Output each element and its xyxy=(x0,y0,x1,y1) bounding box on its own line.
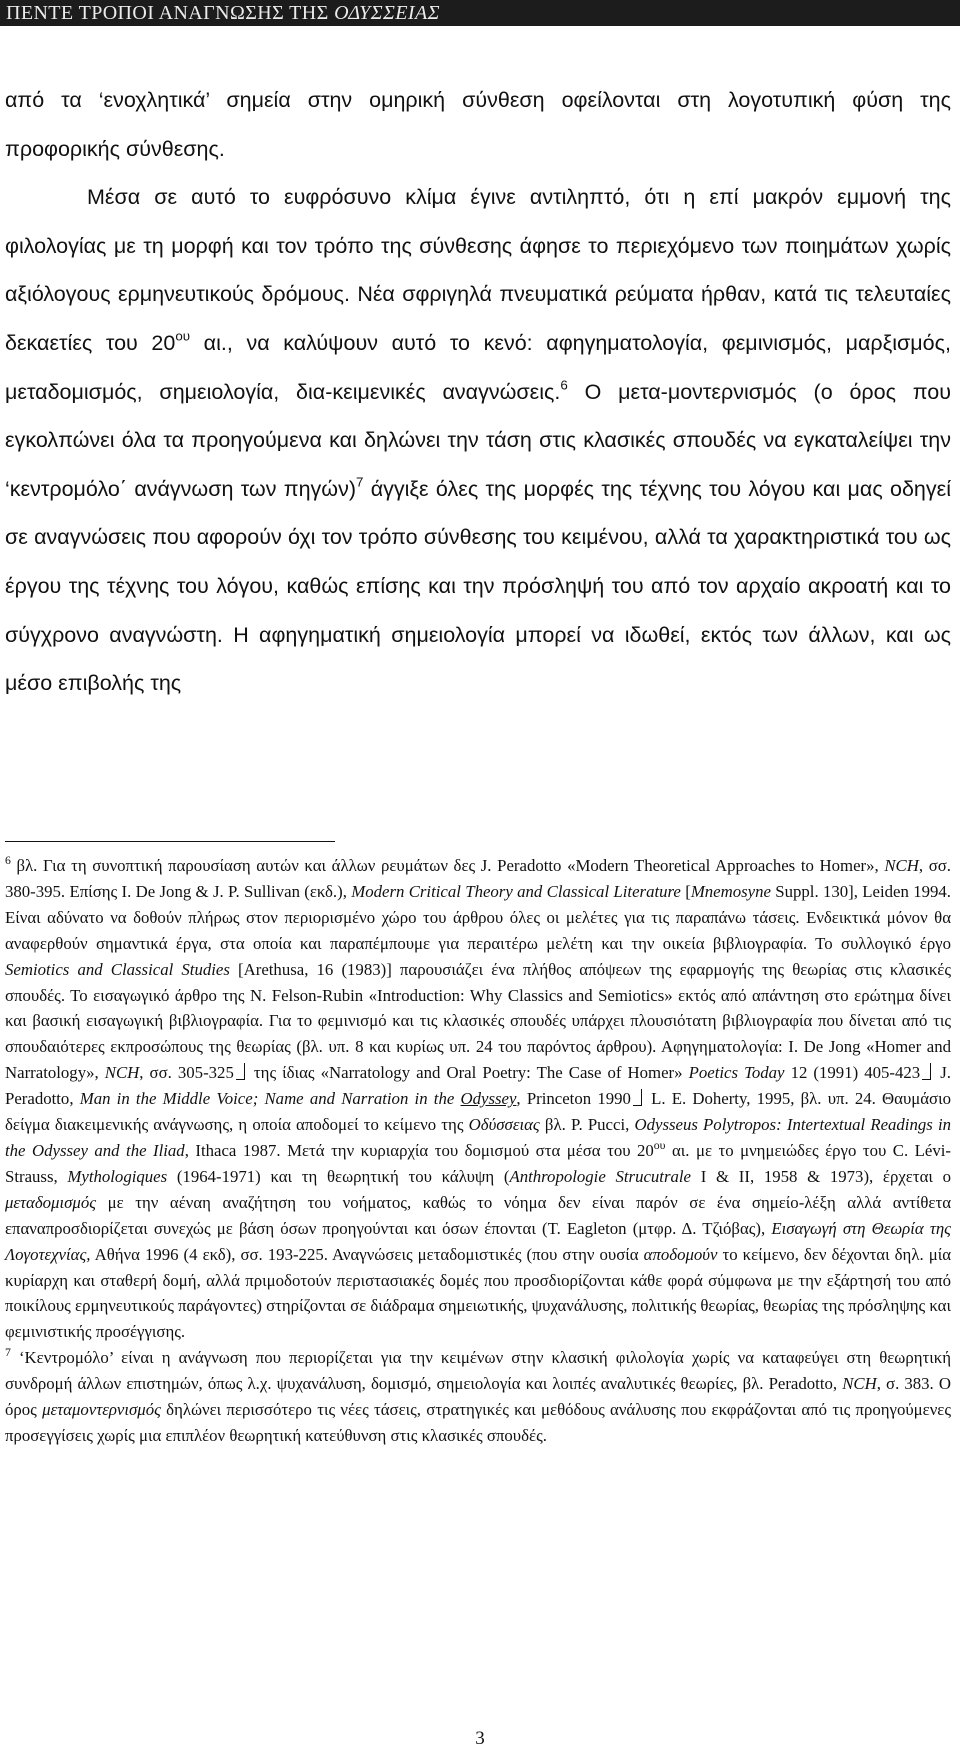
separator-mark xyxy=(922,1063,931,1080)
paragraph-1: από τα ‘ενοχλητικά’ σημεία στην ομηρική σύνθεση οφείλονται στη λογοτυπική φύση της προφορικής σύνθεσης. xyxy=(5,88,951,161)
footnote-number-7: 7 xyxy=(5,1346,11,1360)
footnote-separator xyxy=(5,841,335,842)
footnote-ref-7[interactable]: 7 xyxy=(356,474,364,490)
footnote-7: $^7$ ‘Κεντρομόλο’ είναι η ανάγνωση που περιορίζεται για την κειμένων στην κλασική φιλολογία χωρίς να καταφεύγει στη θεωρητική συνδρομή άλλων επιστημών, όπως λ.χ. ψυχανάλυση, δομισμό, σημειολογία και λοιπές αναλυτικές θεωρίες, βλ. Peradotto, NCH, σ. 383. Ο όρος μεταμοντερνισμός δηλώνει περισσότερο τις νέες τάσεις, στρατηγικές και μεθόδους ανάλυσης που εκφράζονται από τις προηγούμενες προσεγγίσεις χωρίς μια επιπλέον θεωρητική κατεύθυνση στις κλασικές σπουδές. xyxy=(5,1346,951,1445)
footnotes xyxy=(5,853,951,1449)
page-number: 3 xyxy=(475,1728,485,1749)
superscript-ou: ου xyxy=(175,328,191,344)
header-title-italic: ΟΔΥΣΣΕΙΑΣ xyxy=(334,2,440,24)
paragraph-2: Μέσα σε αυτό το ευφρόσυνο κλίμα έγινε αντιληπτό, ότι η επί μακρόν εμμονή της φιλολογίας με τη μορφή και τον τρόπο της σύνθεσης άφησε το περιεχόμενο των ποιημάτων χωρίς αξιόλογους ερμηνευτικούς δρόμους. Νέα σφριγηλά πνευματικά ρεύματα ήρθαν, κατά τις τελευταίες δεκαετίες του $20^{o\upsilon}$ αι., να καλύψουν αυτό το κενό: αφηγηματολογία, φεμινισμός, μαρξισμός, μεταδομισμός, σημειολογία, δια-κειμενικές αναγνώσεις.$^6$ Ο μετα-μοντερνισμός (ο όρος που εγκολπώνει όλα τα προηγούμενα και δηλώνει την τάση στις κλασικές σπουδές να εγκαταλείψει την ‘κεντρομόλο΄ ανάγνωση των πηγών)$^7$ άγγιξε όλες της μορφές της τέχνης του λόγου και μας οδηγεί σε αναγνώσεις που αφορούν όχι τον τρόπο σύνθεσης του κειμένου, αλλά τα χαρακτηριστικά του ως έργου της τέχνης του λόγου, καθώς επίσης και την πρόσληψή του από τον αρχαίο ακροατή και το σύγχρονο αναγνώστη. Η αφηγηματική σημειολογία μπορεί να ιδωθεί, εκτός των άλλων, και ως μέσο επιβολής της xyxy=(5,185,951,696)
main-text xyxy=(5,76,951,708)
footnote-number-6: 6 xyxy=(5,853,11,867)
footnote-ref-6[interactable]: 6 xyxy=(560,377,568,393)
separator-mark xyxy=(236,1063,245,1080)
running-header xyxy=(0,0,960,26)
footnote-6: $^6$ βλ. Για τη συνοπτική παρουσίαση αυτών και άλλων ρευμάτων δες J. Peradotto «Modern Theoretical Approaches to Homer», NCH, σσ. 380-395. Επίσης I. De Jong & J. P. Sullivan (εκδ.), Modern Critical Theory and Classical Literature [Mnemosyne Suppl. 130], Leiden 1994. Είναι αδύνατο να δοθούν πλήρως στον περιορισμένο χώρο του άρθρου όλες οι μελέτες για τις παραπάνω τάσεις. Ενδεικτικά μόνον θα αναφερθούν σημαντικά έργα, στα οποία και παραπέμπουμε για περαιτέρω μελέτη και την οικεία βιβλιογραφία. Το συλλογικό έργο Semiotics and Classical Studies [Arethusa, 16 (1983)] παρουσιάζει ένα πλήθος απόψεων της εφαρμογής της θεωρίας στις κλασικές σπουδές. Το εισαγωγικό άρθρο της N. Felson-Rubin «Introduction: Why Classics and Semiotics» εκτός από απάντηση στο ερώτημα δίνει και βασική εισαγωγική βιβλιογραφία. Για το φεμινισμό και τις κλασικές σπουδές υπάρχει πλουσιότατη βιβλιογραφία που δίνεται από τις σπουδαιότερες εκπροσώπους της θεωρίας (βλ. υπ. 8 και κυρίως υπ. 24 του παρόντος άρθρου). Αφηγηματολογία: I. De Jong «Homer and Narratology», NCH, σσ. 305-325 της ίδιας «Narratology and Oral Poetry: The Case of Homer» Poetics Today 12 (1991) 405-423 J. Peradotto, Man in the Middle Voice; Name and Narration in the Odyssey, Princeton 1990 L. E. Doherty, 1995, βλ. υπ. 24. Θαυμάσιο δείγμα διακειμενικής ανάγνωσης, η οποία αποδομεί το κείμενο της Οδύσσειας βλ. P. Pucci, Odysseus Polytropos: Intertextual Readings in the Odyssey and the Iliad, Ithaca 1987. Μετά την κυριαρχία του δομισμού στα μέσα του $20^{o\upsilon}$ αι. με το μνημειώδες έργο του C. Lévi-Strauss, Mythologiques (1964-1971) και τη θεωρητική του κάλυψη (Anthropologie Strucutrale I & II, 1958 & 1973), έρχεται ο μεταδομισμός με την αέναη αναζήτηση του νοήματος, καθώς το νόημα δεν είναι παρόν σε ένα σημείο-λέξη αλλά αντίθετα επαναπροσδιορίζεται συνεχώς με βάση όσων προηγούνται και όσων έπονται (T. Eagleton (μτφρ. Δ. Τζιόβας), Εισαγωγή στη Θεωρία της Λογοτεχνίας, Αθήνα 1996 (4 εκδ), σσ. 193-225. Αναγνώσεις μεταδομιστικές (που στην ουσία αποδομούν το κείμενο, δεν δέχονται δηλ. μία κυρίαρχη και σταθερή δομή, αλλά πριμοδοτούν περιστασιακές δομές που προσδιορίζονται κάθε φορά σύμφωνα με την εξάρτησή του από ποικίλους ερμηνευτικούς παράγοντες) στηρίζονται σε διάδραμα σημειωτικής, ψυχανάλυσης, πολιτικής θεωρίας, θεωρίας της πρόσληψης και φεμινιστικής προσέγγισης. xyxy=(5,853,952,1342)
header-title: ΠΕΝΤΕ ΤΡΟΠΟΙ ΑΝΑΓΝΩΣΗΣ ΤΗΣ xyxy=(6,2,335,24)
separator-mark xyxy=(633,1089,642,1106)
